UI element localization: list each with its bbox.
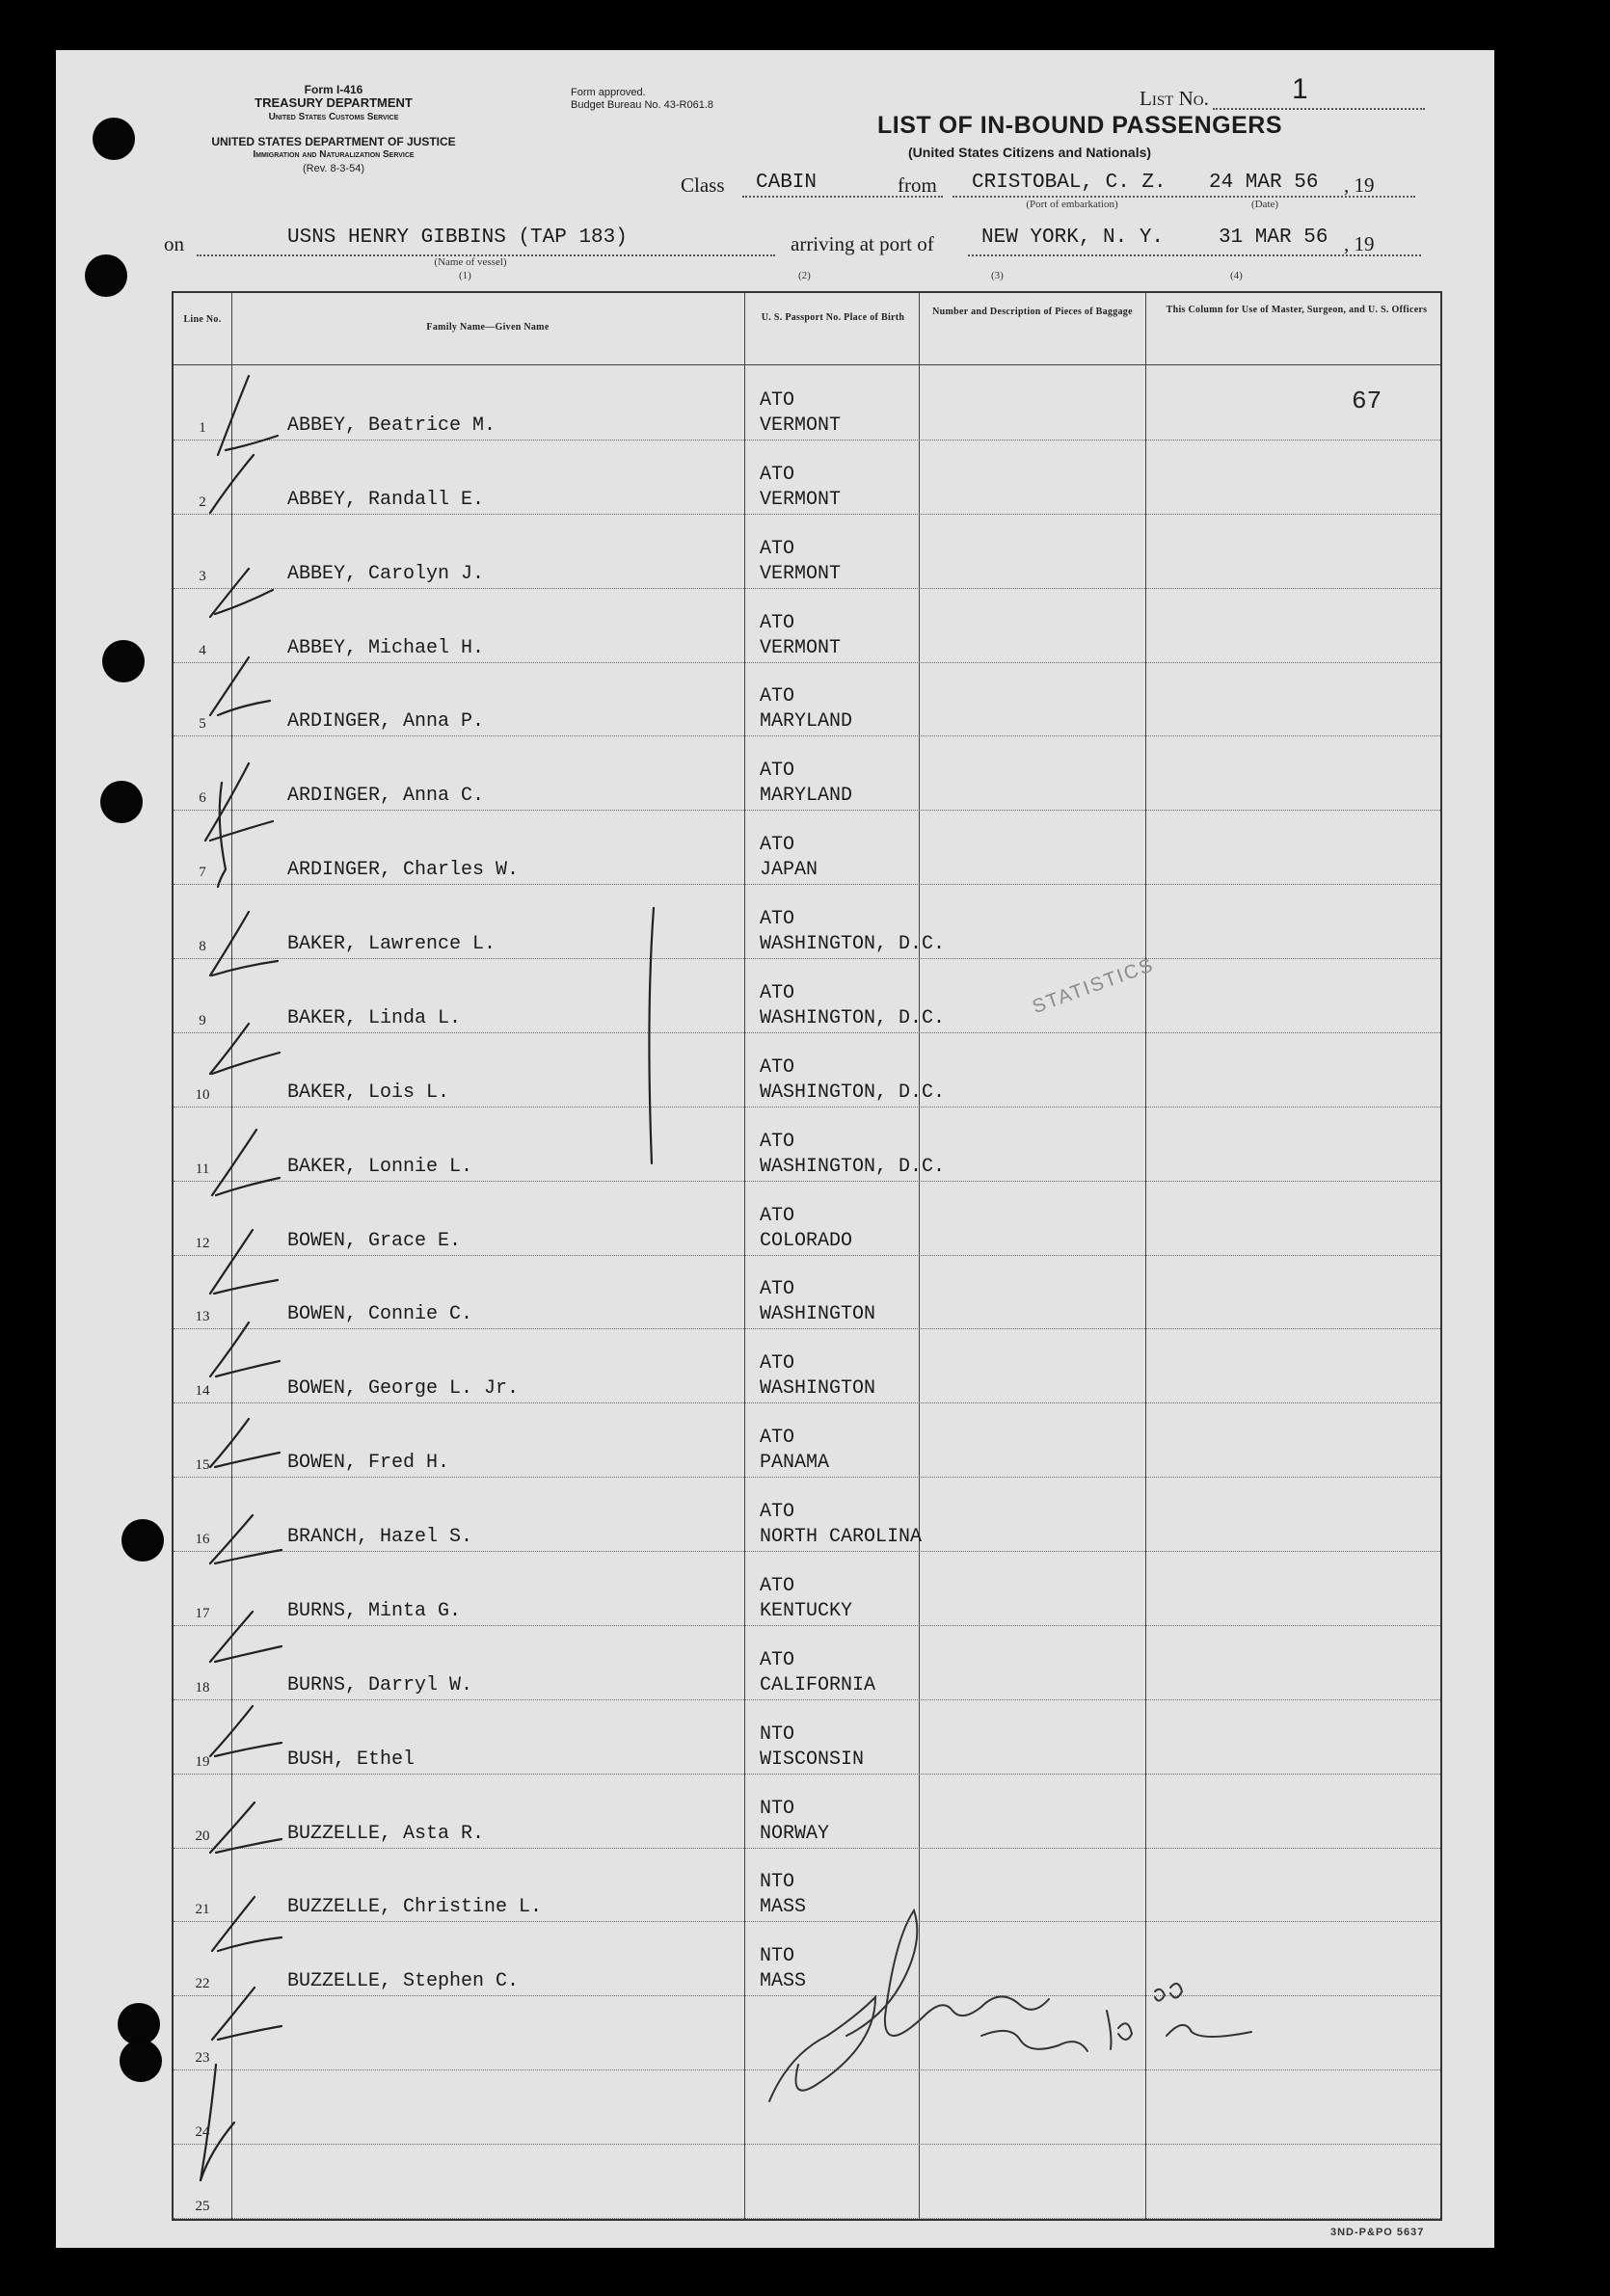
passport-code: ATO — [760, 1055, 795, 1079]
table-row — [174, 1626, 1440, 1700]
passenger-name: BUZZELLE, Christine L. — [287, 1896, 543, 1919]
passenger-name: BUSH, Ethel — [287, 1748, 416, 1771]
statistics-stamp: STATISTICS — [1030, 954, 1158, 1019]
passenger-name: BUZZELLE, Asta R. — [287, 1822, 485, 1845]
table-row — [174, 1182, 1440, 1256]
table-row — [174, 736, 1440, 811]
line-number: 24 — [195, 2124, 210, 2141]
table-row — [174, 441, 1440, 515]
passenger-name: BOWEN, Fred H. — [287, 1452, 450, 1475]
binder-hole — [85, 254, 127, 297]
passenger-name: BOWEN, Connie C. — [287, 1303, 473, 1326]
header-officers-column: This Column for Use of Master, Surgeon, and U. S. Officers — [1166, 305, 1428, 315]
passport-code: ATO — [760, 1130, 795, 1153]
passport-code: ATO — [760, 908, 795, 931]
line-number: 12 — [195, 1235, 210, 1251]
line-number: 14 — [195, 1383, 210, 1400]
class-value: CABIN — [756, 172, 818, 194]
revision-date: (Rev. 8-3-54) — [303, 163, 364, 174]
place-of-birth: VERMONT — [760, 562, 842, 585]
passenger-name: BOWEN, Grace E. — [287, 1229, 462, 1252]
passenger-name: BUZZELLE, Stephen C. — [287, 1970, 520, 1993]
binder-hole — [93, 118, 135, 160]
table-row — [174, 663, 1440, 737]
place-of-birth: NORTH CAROLINA — [760, 1526, 923, 1549]
place-of-birth: WASHINGTON — [760, 1303, 876, 1326]
passport-code: NTO — [760, 1722, 795, 1746]
column-number-1: (1) — [459, 270, 471, 281]
place-of-birth: VERMONT — [760, 636, 842, 659]
on-label: on — [164, 232, 184, 255]
line-number: 25 — [195, 2198, 210, 2214]
passenger-name: BAKER, Lawrence L. — [287, 933, 496, 956]
header-line-no: Line No. — [183, 314, 222, 325]
place-of-birth: CALIFORNIA — [760, 1673, 876, 1696]
line-number: 21 — [195, 1902, 210, 1918]
passenger-name: ABBEY, Michael H. — [287, 636, 485, 659]
customs-service: United States Customs Service — [268, 112, 399, 122]
passenger-name: ABBEY, Beatrice M. — [287, 414, 496, 437]
passenger-name: ABBEY, Randall E. — [287, 488, 485, 511]
passenger-name: ARDINGER, Charles W. — [287, 859, 520, 882]
passenger-name: BOWEN, George L. Jr. — [287, 1377, 520, 1401]
place-of-birth: WASHINGTON, D.C. — [760, 1006, 946, 1029]
from-value: CRISTOBAL, C. Z. — [972, 172, 1167, 194]
column-number-2: (2) — [798, 270, 811, 281]
place-of-birth: JAPAN — [760, 859, 818, 882]
place-of-birth: NORWAY — [760, 1822, 830, 1845]
departure-year-prefix: , 19 — [1344, 174, 1375, 197]
place-of-birth: KENTUCKY — [760, 1599, 853, 1622]
arrival-date: 31 MAR 56 — [1219, 227, 1328, 249]
table-row — [174, 1775, 1440, 1849]
table-row — [174, 1403, 1440, 1478]
form-sheet — [56, 50, 1494, 2248]
passport-code: NTO — [760, 1797, 795, 1820]
passenger-name: ABBEY, Carolyn J. — [287, 562, 485, 585]
arriving-label: arriving at port of — [791, 232, 934, 255]
column-number-4: (4) — [1230, 270, 1243, 281]
passenger-name: BAKER, Lonnie L. — [287, 1155, 473, 1178]
department-of-justice: UNITED STATES DEPARTMENT OF JUSTICE — [211, 135, 456, 148]
column-number-3: (3) — [991, 270, 1004, 281]
place-of-birth: PANAMA — [760, 1452, 830, 1475]
port-caption: (Port of embarkation) — [1026, 199, 1118, 210]
header-baggage: Number and Description of Pieces of Baggage — [932, 307, 1133, 317]
place-of-birth: VERMONT — [760, 414, 842, 437]
binder-hole — [102, 640, 145, 682]
table-row — [174, 1849, 1440, 1923]
passenger-name: ARDINGER, Anna P. — [287, 710, 485, 734]
footer-code: 3ND-P&PO 5637 — [1330, 2227, 1425, 2238]
vessel-caption: (Name of vessel) — [434, 256, 507, 268]
table-row — [174, 1996, 1440, 2070]
place-of-birth: WASHINGTON, D.C. — [760, 1081, 946, 1104]
from-label: from — [898, 174, 937, 197]
passenger-name: BAKER, Lois L. — [287, 1081, 450, 1104]
list-no-line — [1213, 108, 1425, 110]
passport-code: ATO — [760, 1278, 795, 1301]
passport-code: ATO — [760, 537, 795, 560]
table-row — [174, 811, 1440, 885]
arrival-year-prefix: , 19 — [1344, 232, 1375, 255]
place-of-birth: VERMONT — [760, 488, 842, 511]
page-subtitle: (United States Citizens and Nationals) — [908, 145, 1152, 160]
passenger-name: BAKER, Linda L. — [287, 1006, 462, 1029]
table-row — [174, 2145, 1440, 2219]
line-number: 8 — [199, 939, 206, 955]
arrival-port: NEW YORK, N. Y. — [981, 227, 1165, 249]
line-number: 4 — [199, 642, 206, 658]
binder-hole — [120, 2040, 162, 2082]
date-caption: (Date) — [1250, 199, 1279, 210]
passenger-table — [172, 291, 1442, 2221]
binder-hole — [121, 1519, 164, 1562]
budget-bureau-number: Budget Bureau No. 43-R061.8 — [571, 99, 713, 111]
place-of-birth: MARYLAND — [760, 710, 853, 734]
passport-code: ATO — [760, 388, 795, 412]
place-of-birth: MASS — [760, 1970, 807, 1993]
passport-code: ATO — [760, 1204, 795, 1227]
place-of-birth: WISCONSIN — [760, 1748, 865, 1771]
table-row — [174, 515, 1440, 589]
line-number: 10 — [195, 1086, 210, 1103]
form-approved: Form approved. — [571, 87, 646, 98]
place-of-birth: WASHINGTON, D.C. — [760, 933, 946, 956]
place-of-birth: MASS — [760, 1896, 807, 1919]
line-number: 3 — [199, 568, 206, 584]
passport-code: NTO — [760, 1871, 795, 1894]
list-no-value: 1 — [1292, 73, 1308, 105]
vessel-name: USNS HENRY GIBBINS (TAP 183) — [287, 227, 628, 249]
passport-code: ATO — [760, 1648, 795, 1671]
line-number: 23 — [195, 2050, 210, 2067]
place-of-birth: WASHINGTON, D.C. — [760, 1155, 946, 1178]
passenger-name: BRANCH, Hazel S. — [287, 1526, 473, 1549]
passport-code: ATO — [760, 611, 795, 634]
line-number: 2 — [199, 494, 206, 510]
place-of-birth: MARYLAND — [760, 785, 853, 808]
header-divider — [174, 364, 1440, 365]
passenger-name: BURNS, Darryl W. — [287, 1673, 473, 1696]
list-no-label: List No. — [1140, 87, 1209, 110]
table-row — [174, 959, 1440, 1033]
immigration-service: Immigration and Naturalization Service — [253, 149, 415, 160]
place-of-birth: COLORADO — [760, 1229, 853, 1252]
page-title: LIST OF IN-BOUND PASSENGERS — [877, 112, 1283, 139]
row-rule — [174, 2218, 1440, 2219]
line-number: 5 — [199, 716, 206, 733]
line-number: 15 — [195, 1457, 210, 1474]
passport-code: ATO — [760, 1352, 795, 1375]
table-row — [174, 1478, 1440, 1552]
table-row — [174, 1033, 1440, 1108]
passport-code: ATO — [760, 1501, 795, 1524]
table-row — [174, 1552, 1440, 1626]
table-row — [174, 1108, 1440, 1182]
line-number: 1 — [199, 419, 206, 436]
passport-code: ATO — [760, 463, 795, 486]
passport-code: ATO — [760, 685, 795, 708]
class-label: Class — [681, 174, 725, 197]
table-row — [174, 366, 1440, 441]
passenger-name: ARDINGER, Anna C. — [287, 785, 485, 808]
table-row — [174, 1922, 1440, 1996]
table-row — [174, 1329, 1440, 1403]
departure-date: 24 MAR 56 — [1209, 172, 1319, 194]
passenger-name: BURNS, Minta G. — [287, 1599, 462, 1622]
line-number: 16 — [195, 1532, 210, 1548]
line-number: 19 — [195, 1753, 210, 1770]
binder-hole — [100, 781, 143, 823]
line-number: 17 — [195, 1605, 210, 1621]
line-number: 18 — [195, 1679, 210, 1695]
passport-code: NTO — [760, 1945, 795, 1968]
table-row — [174, 589, 1440, 663]
line-number: 13 — [195, 1309, 210, 1325]
officer-remark: 67 — [1352, 386, 1382, 415]
line-number: 20 — [195, 1828, 210, 1844]
passport-code: ATO — [760, 1574, 795, 1597]
form-number: Form I-416 — [304, 83, 363, 96]
place-of-birth: WASHINGTON — [760, 1377, 876, 1401]
line-number: 9 — [199, 1012, 206, 1028]
table-row — [174, 1700, 1440, 1775]
table-row — [174, 2070, 1440, 2145]
header-passport: U. S. Passport No. Place of Birth — [761, 312, 905, 323]
passport-code: ATO — [760, 760, 795, 783]
table-row — [174, 885, 1440, 959]
passport-code: ATO — [760, 1427, 795, 1450]
line-number: 7 — [199, 865, 206, 881]
passport-code: ATO — [760, 834, 795, 857]
table-row — [174, 1256, 1440, 1330]
treasury-department: TREASURY DEPARTMENT — [255, 95, 413, 110]
passport-code: ATO — [760, 981, 795, 1004]
header-family-name: Family Name—Given Name — [426, 322, 550, 333]
line-number: 11 — [195, 1161, 210, 1177]
line-number: 22 — [195, 1976, 210, 1992]
line-number: 6 — [199, 790, 206, 807]
